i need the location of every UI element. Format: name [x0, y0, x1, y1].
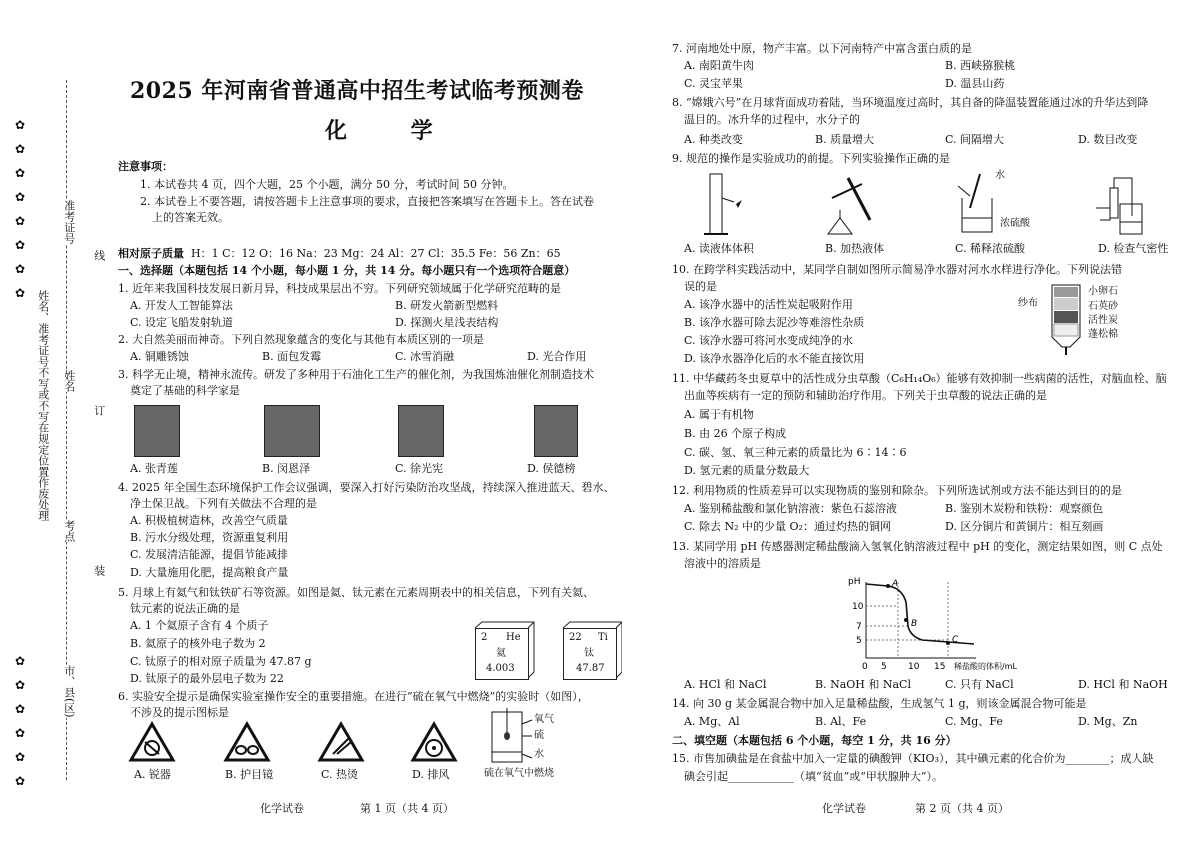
option: B. 由 26 个原子构成 — [684, 427, 787, 440]
option: B. 西峡猕猴桃 — [945, 59, 1016, 72]
apparatus-label: 氧气 — [534, 714, 554, 725]
water-purifier-diagram — [1048, 283, 1084, 355]
point-b-label: B — [911, 619, 918, 629]
notes-heading: 注意事项： — [118, 160, 173, 173]
field-exam-site-label: 考点 — [62, 520, 76, 542]
graduated-cylinder-icon — [704, 174, 742, 234]
option: A. 种类改变 — [684, 133, 743, 146]
element-mass: 47.87 — [576, 663, 605, 674]
x-axis-label: 稀盐酸的体积/mL — [954, 662, 1017, 671]
option: A. 鉴别稀盐酸和氯化钠溶液：紫色石蕊溶液 — [684, 502, 897, 515]
apparatus-label: 硫 — [534, 730, 544, 741]
question-stem: 碘会引起____________（填“贫血”或“甲状腺肿大”）。 — [684, 770, 943, 783]
option: A. 1 个氦原子含有 4 个质子 — [130, 619, 269, 632]
question-stem: 钛元素的说法正确的是 — [130, 602, 240, 615]
binding-ding-mark: 订 — [92, 405, 106, 416]
element-number: 22 — [569, 632, 582, 643]
lab-operation-figures — [700, 168, 1160, 240]
option: C. 灵宝苹果 — [684, 77, 744, 90]
option: B. 护目镜 — [225, 768, 274, 781]
flower-mark: ✿ — [15, 118, 26, 132]
option: A. 张青莲 — [130, 462, 178, 475]
question-stem: 10. 在跨学科实践活动中，某同学自制如图所示简易净水器对河水水样进行净化。下列说法错 — [672, 263, 1122, 276]
y-tick-label: 7 — [856, 622, 862, 632]
question-stem: 9. 规范的操作是实验成功的前提。下列实验操作正确的是 — [672, 152, 950, 165]
question-stem: 5. 月球上有氦气和钛铁矿石等资源。如图是氦、钛元素在元素周期表中的相关信息，下列有关氦、 — [118, 586, 594, 599]
portrait-photo — [398, 405, 444, 457]
option: A. 读液体体积 — [684, 242, 754, 255]
flower-mark: ✿ — [15, 286, 26, 300]
flower-mark: ✿ — [15, 750, 26, 764]
question-stem: 1. 近年来我国科技发展日新月异，科技成果层出不穷。下列研究领域属于化学研究范畴的是 — [118, 282, 561, 295]
point-a-label: A — [892, 579, 899, 589]
element-mass: 4.003 — [486, 663, 515, 674]
option: D. 大量施用化肥，提高粮食产量 — [130, 566, 289, 579]
heating-test-tube-icon — [828, 178, 870, 234]
section-heading: 一、选择题（本题包括 14 个小题，每小题 1 分，共 14 分。每小题只有一个选项符合题意） — [118, 264, 576, 277]
option: D. 排风 — [412, 768, 450, 781]
option: C. 该净水器可将河水变成纯净的水 — [684, 334, 854, 347]
option: C. 间隔增大 — [945, 133, 1005, 146]
sulfur-combustion-apparatus — [488, 708, 538, 766]
option: B. 污水分级处理，资源重复利用 — [130, 531, 289, 544]
x-tick-label: 10 — [908, 662, 920, 672]
portrait-photo — [134, 405, 180, 457]
portrait-photo — [534, 405, 578, 457]
x-tick-label: 15 — [934, 662, 946, 672]
element-cell-3d-edges — [470, 620, 622, 684]
question-stem: 15. 市售加碘盐是在食盐中加入一定量的碘酸钾（KIO₃），其中碘元素的化合价为________；成人缺 — [672, 752, 1154, 765]
safety-icons — [125, 720, 525, 768]
question-stem: 净土保卫战。下列有关做法不合理的是 — [130, 497, 317, 510]
option: A. 该净水器中的活性炭起吸附作用 — [684, 298, 853, 311]
option: D. 数目改变 — [1078, 133, 1138, 146]
sharp-object-icon — [131, 724, 173, 760]
section-heading: 二、填空题（本题包括 6 个小题，每空 1 分，共 16 分） — [672, 734, 957, 747]
diagram-label: 蓬松棉 — [1088, 329, 1118, 340]
binding-line-mark: 线 — [92, 250, 106, 261]
footer-page-number: 第 1 页（共 4 页） — [360, 802, 454, 815]
option: A. Mg、Al — [684, 715, 740, 728]
element-name: 钛 — [584, 648, 594, 659]
flower-mark: ✿ — [15, 190, 26, 204]
option: B. 质量增大 — [815, 133, 875, 146]
goggles-icon — [226, 724, 268, 760]
figure-label: 浓硫酸 — [1000, 218, 1030, 229]
hot-surface-icon — [320, 724, 362, 760]
apparatus-label: 水 — [534, 749, 544, 760]
field-county-label: 市、县(区) — [62, 665, 76, 718]
binding-margin — [6, 60, 26, 788]
binding-zhuang-mark: 装 — [92, 565, 106, 576]
y-tick-label: 10 — [852, 602, 864, 612]
flower-mark: ✿ — [15, 166, 26, 180]
question-stem: 3. 科学无止境，精神永流传。研发了多种用于石油化工生产的催化剂，为我国炼油催化剂制造技术 — [118, 368, 594, 381]
notes-item: 2. 本试卷上不要答题，请按答题卡上注意事项的要求，直接把答案填写在答题卡上。答在试卷 — [140, 195, 594, 208]
atomic-mass-values: H：1 C：12 O：16 Na：23 Mg：24 Al：27 Cl：35.5 Fe：56 Zn：65 — [191, 247, 561, 260]
option: A. 属于有机物 — [684, 408, 754, 421]
footer-subject: 化学试卷 — [260, 802, 304, 815]
question-stem: 8. “嫦娥六号”在月球背面成功着陆，当环境温度过高时，其自备的降温装置能通过冰的升华达到降 — [672, 96, 1149, 109]
ph-curve-chart — [848, 574, 1038, 674]
exhaust-fan-icon — [413, 724, 455, 760]
option: B. NaOH 和 NaCl — [815, 678, 911, 691]
question-stem: 温目的。冰升华的过程中，水分子的 — [684, 113, 860, 126]
footer-subject: 化学试卷 — [822, 802, 866, 815]
x-tick-label: 5 — [881, 662, 887, 672]
diagram-label: 小卵石 — [1088, 286, 1118, 297]
flower-mark: ✿ — [15, 238, 26, 252]
option: C. Mg、Fe — [945, 715, 1003, 728]
question-stem: 11. 中华藏药冬虫夏草中的活性成分虫草酸（C₆H₁₄O₆）能够有效抑制一些病菌的活性，对脑血栓、脑 — [672, 372, 1167, 385]
point-a-marker — [886, 584, 890, 588]
option: C. 徐光宪 — [395, 462, 444, 475]
diagram-label: 纱布 — [1018, 298, 1038, 309]
option: C. 冰雪消融 — [395, 350, 455, 363]
question-stem: 14. 向 30 g 某金属混合物中加入足量稀盐酸，生成氢气 1 g，则该金属混合物可能是 — [672, 697, 1087, 710]
option: C. 除去 N₂ 中的少量 O₂：通过灼热的铜网 — [684, 520, 891, 533]
option: D. 氢元素的质量分数最大 — [684, 464, 810, 477]
question-stem: 溶液中的溶质是 — [684, 557, 761, 570]
question-stem: 6. 实验安全提示是确保实验室操作安全的重要措施。在进行“硫在氧气中燃烧”的实验时（如图）， — [118, 690, 589, 703]
option: A. HCl 和 NaCl — [684, 678, 767, 691]
option: C. 稀释浓硫酸 — [955, 242, 1026, 255]
option: B. 氦原子的核外电子数为 2 — [130, 637, 266, 650]
option: A. 开发人工智能算法 — [130, 299, 233, 312]
question-stem: 7. 河南地处中原，物产丰富。以下河南特产中富含蛋白质的是 — [672, 42, 972, 55]
flower-mark: ✿ — [15, 726, 26, 740]
question-stem: 2. 大自然美丽而神奇。下列自然现象蕴含的变化与其他有本质区别的一项是 — [118, 333, 484, 346]
beaker-dilution-icon — [958, 174, 992, 232]
option: A. 积极植树造林，改善空气质量 — [130, 514, 288, 527]
option: C. 碳、氢、氧三种元素的质量比为 6∶14∶6 — [684, 446, 907, 459]
option: B. 面包发霉 — [262, 350, 322, 363]
binding-notice: 姓名、准考证号不写或不写在规定位置作废处理 — [36, 290, 50, 521]
question-stem: 不涉及的提示图标是 — [130, 706, 229, 719]
exam-title: 2025 年河南省普通高中招生考试临考预测卷 — [130, 78, 584, 104]
option: C. 只有 NaCl — [945, 678, 1014, 691]
point-c-label: C — [952, 635, 959, 645]
option: C. 设定飞船发射轨道 — [130, 316, 234, 329]
option: B. 鉴别木炭粉和铁粉：观察颜色 — [945, 502, 1104, 515]
option: D. 温县山药 — [945, 77, 1005, 90]
question-stem: 奠定了基础的科学家是 — [130, 384, 240, 397]
option: A. 南阳黄牛肉 — [684, 59, 754, 72]
x-tick-label: 0 — [862, 662, 868, 672]
question-stem: 误的是 — [684, 280, 717, 293]
point-b-marker — [904, 618, 908, 622]
element-number: 2 — [481, 632, 488, 643]
option: D. 钛原子的最外层电子数为 22 — [130, 672, 284, 685]
point-c-marker — [946, 641, 950, 645]
option: A. 铜雕锈蚀 — [130, 350, 189, 363]
question-stem: 13. 某同学用 pH 传感器测定稀盐酸滴入氢氧化钠溶液过程中 pH 的变化，测定结果如图，则 C 点处 — [672, 540, 1163, 553]
option: B. 闵恩泽 — [262, 462, 311, 475]
option: D. HCl 和 NaOH — [1078, 678, 1168, 691]
notes-item: 1. 本试卷共 4 页，四个大题，25 个小题，满分 50 分，考试时间 50 分钟。 — [140, 178, 514, 191]
element-symbol: Ti — [598, 632, 608, 643]
flower-mark: ✿ — [15, 214, 26, 228]
element-name: 氦 — [496, 648, 506, 659]
option: A. 锐器 — [134, 768, 171, 781]
option: C. 发展清洁能源，提倡节能减排 — [130, 548, 289, 561]
diagram-label: 活性炭 — [1088, 315, 1118, 326]
flower-mark: ✿ — [15, 678, 26, 692]
option: D. 光合作用 — [527, 350, 587, 363]
diagram-label: 石英砂 — [1088, 301, 1118, 312]
figure-label: 水 — [995, 170, 1005, 181]
option: D. 区分铜片和黄铜片：相互刻画 — [945, 520, 1104, 533]
field-exam-number-label: 准考证号 — [62, 200, 76, 244]
option: D. 检查气密性 — [1098, 242, 1169, 255]
flower-mark: ✿ — [15, 654, 26, 668]
apparatus-caption: 硫在氧气中燃烧 — [484, 768, 554, 779]
question-stem: 出血等疾病有一定的预防和辅助治疗作用。下列关于虫草酸的说法正确的是 — [684, 389, 1047, 402]
ph-grid — [866, 582, 976, 658]
option: B. 加热液体 — [825, 242, 885, 255]
option: D. 探测火星浅表结构 — [395, 316, 499, 329]
question-stem: 4. 2025 年全国生态环境保护工作会议强调，要深入打好污染防治攻坚战，持续深入推进蓝天、碧水、 — [118, 481, 615, 494]
element-symbol: He — [506, 632, 521, 643]
option: D. Mg、Zn — [1078, 715, 1138, 728]
option: C. 钛原子的相对原子质量为 47.87 g — [130, 655, 312, 668]
flower-mark: ✿ — [15, 142, 26, 156]
y-tick-label: 5 — [856, 636, 862, 646]
question-stem: 12. 利用物质的性质差异可以实现物质的鉴别和除杂。下列所选试剂或方法不能达到目的的是 — [672, 484, 1122, 497]
option: C. 热烫 — [321, 768, 359, 781]
flower-mark: ✿ — [15, 774, 26, 788]
airtightness-check-icon — [1096, 178, 1142, 234]
option: B. 研发火箭新型燃料 — [395, 299, 499, 312]
exam-subject: 化 学 — [325, 118, 461, 144]
flower-mark: ✿ — [15, 262, 26, 276]
y-axis-label: pH — [848, 577, 861, 587]
atomic-mass-line — [118, 247, 561, 261]
field-name-label: 姓名 — [62, 370, 76, 392]
option: B. Al、Fe — [815, 715, 867, 728]
portrait-photo — [264, 405, 320, 457]
atomic-mass-label: 相对原子质量 — [118, 247, 184, 260]
footer-page-number: 第 2 页（共 4 页） — [915, 802, 1009, 815]
option: D. 该净水器净化后的水不能直接饮用 — [684, 352, 865, 365]
flower-mark: ✿ — [15, 702, 26, 716]
option: D. 侯德榜 — [527, 462, 576, 475]
option: B. 该净水器可除去泥沙等难溶性杂质 — [684, 316, 865, 329]
notes-item: 上的答案无效。 — [152, 211, 229, 224]
